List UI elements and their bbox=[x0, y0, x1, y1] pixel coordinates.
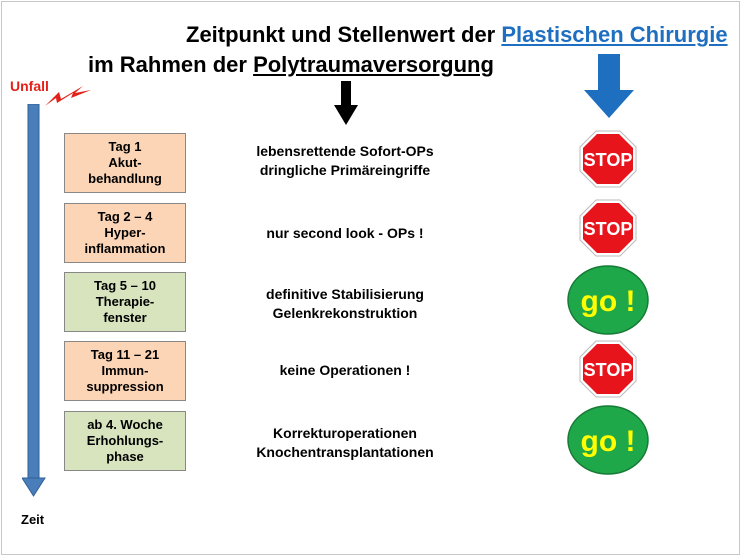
phase-2-line-3: inflammation bbox=[84, 241, 166, 256]
go-sign-1-text: go ! bbox=[580, 285, 636, 318]
timeline-arrow bbox=[22, 104, 46, 498]
stop-sign-icon bbox=[579, 340, 637, 398]
phase-5-description bbox=[200, 424, 490, 462]
phase-box-3 bbox=[64, 272, 186, 332]
phase-3-line-3: fenster bbox=[103, 310, 147, 325]
phase-5-desc-line-2: Knochentransplantationen bbox=[256, 444, 434, 460]
phase-3-description bbox=[200, 285, 490, 323]
phase-1-desc-line-2: dringliche Primäreingriffe bbox=[259, 162, 431, 178]
phase-4-line-2: Immun- bbox=[101, 363, 149, 378]
phase-4-line-3: suppression bbox=[86, 379, 164, 394]
phase-2-desc-line-1: nur second look - OPs ! bbox=[266, 225, 424, 241]
stop-sign-icon bbox=[579, 199, 637, 257]
blue-down-arrow-icon bbox=[584, 54, 634, 118]
title-link-plastic-surgery[interactable]: Plastischen Chirurgie bbox=[501, 22, 728, 47]
go-sign-icon bbox=[566, 264, 650, 336]
phase-2-description bbox=[200, 224, 490, 243]
phase-1-description bbox=[200, 142, 490, 180]
title-line-1-prefix: Zeitpunkt und Stellenwert der bbox=[186, 22, 496, 47]
phase-box-2 bbox=[64, 203, 186, 263]
go-sign-icon bbox=[566, 404, 650, 476]
phase-2-line-1: Tag 2 – 4 bbox=[97, 209, 153, 224]
phase-3-line-2: Therapie- bbox=[95, 294, 155, 309]
title-line-2 bbox=[88, 52, 494, 78]
unfall-label: Unfall bbox=[10, 78, 49, 94]
phase-box-1 bbox=[64, 133, 186, 193]
go-sign-2-text: go ! bbox=[580, 425, 636, 458]
stop-sign-2-text: STOP bbox=[583, 219, 633, 239]
phase-1-line-1: Tag 1 bbox=[108, 139, 142, 154]
phase-3-desc-line-2: Gelenkrekonstruktion bbox=[272, 305, 418, 321]
phase-box-5 bbox=[64, 411, 186, 471]
phase-4-description bbox=[200, 361, 490, 380]
phase-5-line-3: phase bbox=[106, 449, 144, 464]
phase-1-line-2: Akut- bbox=[108, 155, 142, 170]
phase-1-desc-line-1: lebensrettende Sofort-OPs bbox=[256, 143, 434, 159]
phase-5-line-2: Erhohlungs- bbox=[86, 433, 164, 448]
phase-5-desc-line-1: Korrekturoperationen bbox=[273, 425, 417, 441]
stop-sign-1-text: STOP bbox=[583, 150, 633, 170]
stop-sign-3-text: STOP bbox=[583, 360, 633, 380]
phase-4-desc-line-1: keine Operationen ! bbox=[279, 362, 411, 378]
title-line-2-prefix: im Rahmen der bbox=[88, 52, 247, 77]
stop-sign-icon bbox=[579, 130, 637, 188]
lightning-bolt-icon bbox=[45, 84, 95, 108]
title-line-2-underlined: Polytraumaversorgung bbox=[253, 52, 494, 77]
phase-4-line-1: Tag 11 – 21 bbox=[90, 347, 160, 362]
black-down-arrow-icon bbox=[334, 81, 358, 125]
phase-box-4 bbox=[64, 341, 186, 401]
phase-1-line-3: behandlung bbox=[88, 171, 162, 186]
phase-2-line-2: Hyper- bbox=[104, 225, 146, 240]
phase-3-desc-line-1: definitive Stabilisierung bbox=[266, 286, 424, 302]
phase-3-line-1: Tag 5 – 10 bbox=[94, 278, 156, 293]
title-line-1 bbox=[186, 22, 728, 48]
zeit-label: Zeit bbox=[21, 512, 45, 527]
phase-5-line-1: ab 4. Woche bbox=[87, 417, 163, 432]
